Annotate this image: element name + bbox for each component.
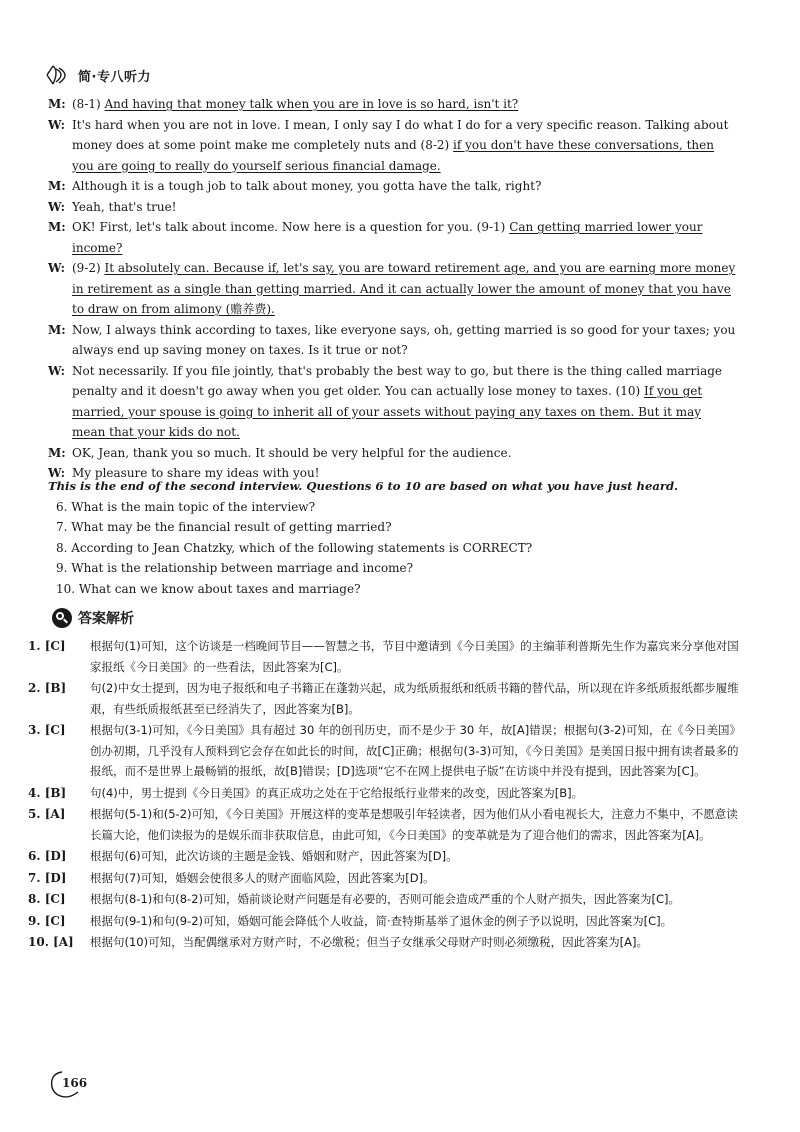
question-item: 8. According to Jean Chatzky, which of the following statements is CORRECT? [56,540,533,555]
utterance-text: (8-1) [72,97,105,111]
dialogue-turn [48,197,738,218]
utterance-text: It's hard when you are not in love. I mean, I only say I do what I do for a very specific reason. Talking about money does at some point make me completely nuts and (8-2) [72,117,729,152]
answer-explanations [28,636,746,954]
answer-key: 2. [B] [28,681,67,695]
question-item: 6. What is the main topic of the interview? [56,500,316,514]
answer-item [28,932,746,953]
utterance [72,258,738,320]
utterance-text: Not necessarily. If you file jointly, that's probably the best way to go, but there is the thing called marriage penalty and it doesn't go away when you get older. You can actually lose money to taxes. (10) [72,363,723,398]
speaker-label: M: [48,220,66,234]
answer-section-title: 答案解析 [78,611,134,627]
dialogue-turn [48,258,738,320]
utterance [72,115,738,177]
dialogue-turn [48,443,738,464]
interview-transcript [48,94,738,484]
answer-key: 9. [C] [28,913,66,928]
answer-item [28,678,746,719]
underlined-sentence: if you don't have these conversations, then you are going to really do yourself serious financial damage. [72,138,714,173]
utterance [72,320,738,361]
question-item: 10. What can we know about taxes and marriage? [56,581,361,596]
answer-item [28,846,746,867]
underlined-sentence: If you get married, your spouse is going to inherit all of your assets without paying any taxes on them. But it may mean that your kids do not. [72,384,703,439]
answer-explanation: 句(4)中，男士提到《今日美国》的真正成功之处在于它给报纸行业带来的改变，因此答案为[B]。 [90,785,584,800]
answer-explanation: 根据句(3-1)可知，《今日美国》具有超过 30 年的创刊历史，而不是少于 30 年，故[A]错误；根据句(3-2)可知，在《今日美国》创办初期，几乎没有人预料到它会存在如此长的时间，故[C]正确；根据句(3-3)可知，《今日美国》是美国日报中拥有读者最多的报纸，而不是世界上最畅销的报纸，故[B]错误；[D]选项“它不在网上提供电子版”在访谈中并没有提到，因此答案为[C]。 [90,723,741,778]
answer-item [28,783,746,804]
answer-item [28,804,746,845]
answer-key: 6. [D] [28,849,67,863]
speaker-label: W: [48,363,66,378]
utterance [72,361,738,443]
answer-explanation: 根据句(1)可知，这个访谈是一档晚间节目——智慧之书，节目中邀请到《今日美国》的主编菲利普斯先生作为嘉宾来分享他对国家报纸《今日美国》的一些看法，因此答案为[C]。 [90,639,739,674]
running-title: 简·专八听力 [78,69,151,85]
page-number: 166 [62,1076,88,1090]
utterance-text: Now, I always think according to taxes, like everyone says, oh, getting married is so good for your taxes; you always end up saving money on taxes. Is it true or not? [72,322,736,357]
answer-explanation: 根据句(5-1)和(5-2)可知，《今日美国》开展这样的变革是想吸引年轻读者，因为他们从小看电视长大，注意力不集中，不愿意读长篇大论，他们读报为的是娱乐而非获取信息，由此可知，《今日美国》的变革就是为了迎合他们的需求，因此答案为[A]。 [90,807,738,842]
answer-key: 8. [C] [28,892,66,906]
underlined-sentence: It absolutely can. Because if, let's say, you are toward retirement age, and you are earning more money in retirement as a single than getting married. And it can actually lower the amount of money that you have to draw on from alimony (赡养费). [72,261,736,316]
utterance [72,176,738,197]
speaker-label: M: [48,179,66,193]
answer-key: 1. [C] [28,639,66,653]
speaker-label: M: [48,97,66,111]
magnifier-icon [52,608,72,628]
answer-key: 3. [C] [28,723,66,737]
underlined-sentence: And having that money talk when you are in love is so hard, isn't it? [104,97,519,111]
answer-item [28,636,746,677]
answer-key: 5. [A] [28,807,66,821]
dialogue-turn [48,217,738,258]
utterance-text: My pleasure to share my ideas with you! [72,466,320,480]
end-note: This is the end of the second interview. Questions 6 to 10 are based on what you have just heard. [48,479,679,493]
answer-explanation: 根据句(8-1)和句(8-2)可知，婚前谈论财产问题是有必要的，否则可能会造成严重的个人财产损失，因此答案为[C]。 [90,892,681,906]
utterance [72,217,738,258]
question-item: 9. What is the relationship between marriage and income? [56,561,414,576]
answer-item [28,911,746,932]
speaker-label: W: [48,466,66,480]
dialogue-turn [48,94,738,115]
answer-item [28,868,746,889]
book-logo-icon [44,62,74,88]
dialogue-turn [48,176,738,197]
answer-item [28,889,746,910]
answer-item [28,720,746,782]
underlined-sentence: Can getting married lower your income? [72,220,703,255]
dialogue-turn [48,320,738,361]
utterance-text: (9-2) [72,261,105,275]
speaker-label: M: [48,445,66,460]
answer-key: 7. [D] [28,870,67,885]
utterance [72,443,738,464]
answer-key: 10. [A] [28,935,74,949]
utterance-text: Although it is a tough job to talk about money, you gotta have the talk, right? [72,179,542,193]
utterance-text: OK, Jean, thank you so much. It should be very helpful for the audience. [72,445,512,460]
utterance [72,94,738,115]
dialogue-turn [48,115,738,177]
answer-explanation: 根据句(9-1)和句(9-2)可知，婚姻可能会降低个人收益，简·查特斯基举了退休金的例子予以说明，因此答案为[C]。 [90,913,673,928]
speaker-label: W: [48,117,66,132]
question-list [56,497,746,599]
answer-section-heading [52,608,134,628]
utterance-text: OK! First, let's talk about income. Now here is a question for you. (9-1) [72,220,510,234]
utterance-text: Yeah, that's true! [72,199,177,214]
speaker-label: W: [48,261,66,275]
answer-explanation: 句(2)中女士提到，因为电子报纸和电子书籍正在蓬勃兴起，成为纸质报纸和纸质书籍的替代品，所以现在许多纸质报纸都步履维艰，有些纸质报纸甚至已经消失了，因此答案为[B]。 [90,681,739,716]
question-item: 7. What may be the financial result of getting married? [56,520,392,535]
running-header [44,62,151,88]
answer-key: 4. [B] [28,785,67,800]
speaker-label: W: [48,199,66,214]
answer-explanation: 根据句(10)可知，当配偶继承对方财产时，不必缴税；但当子女继承父母财产时则必须缴税，因此答案为[A]。 [90,935,648,949]
answer-explanation: 根据句(6)可知，此次访谈的主题是金钱、婚姻和财产，因此答案为[D]。 [90,849,458,863]
dialogue-turn [48,361,738,443]
utterance [72,197,738,218]
answer-explanation: 根据句(7)可知，婚姻会使很多人的财产面临风险，因此答案为[D]。 [90,870,435,885]
speaker-label: M: [48,322,66,337]
